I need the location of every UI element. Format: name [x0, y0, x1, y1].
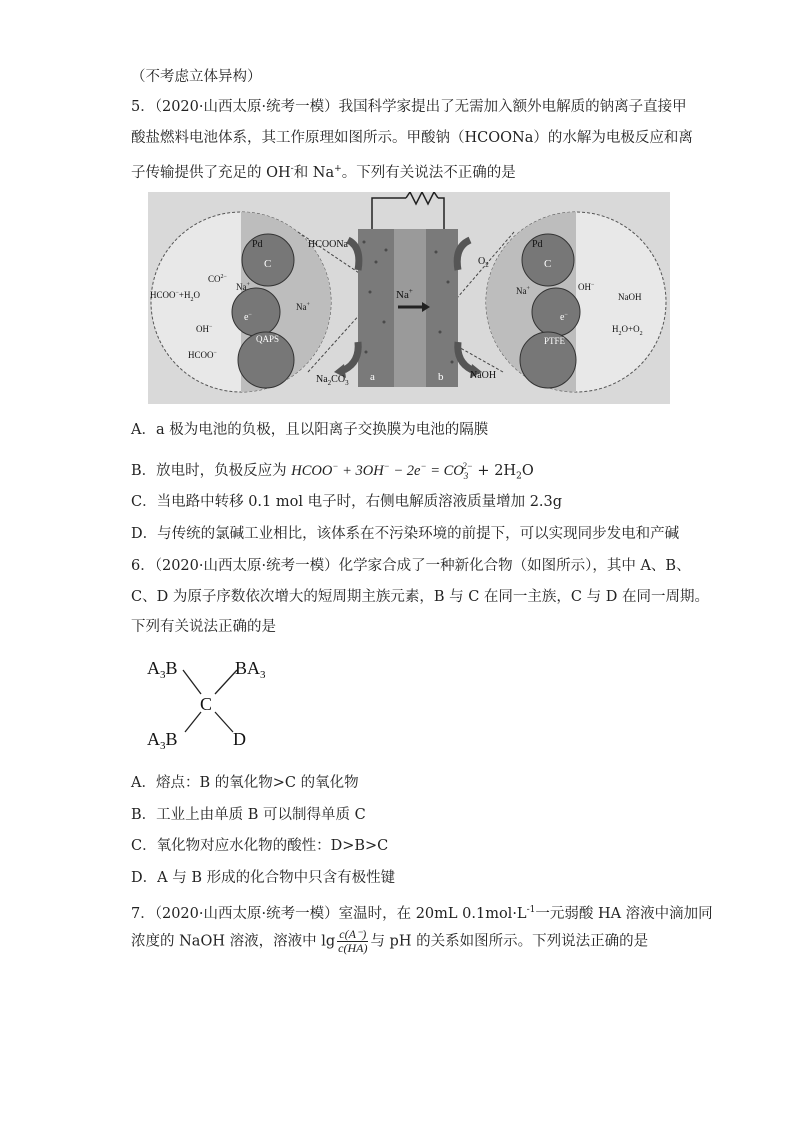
struct-top-left: $A_3B$ — [147, 658, 178, 681]
svg-text:HCOO−+H2O: $HCOO^-+H_2O$ — [150, 290, 200, 303]
svg-text:CO2−: $CO^{2-}$ — [208, 274, 227, 284]
q5-stem-line3: 子传输提供了充足的 OH-和 Na+。下列有关说法不正确的是 — [131, 164, 516, 181]
q5-stem-line1: 5．（2020·山西太原·统考一模）我国科学家提出了无需加入额外电解质的钠离子直接甲 — [131, 99, 687, 115]
svg-text:PTFE: PTFE — [544, 336, 566, 346]
q7-stem-line2: 浓度的 NaOH 溶液，溶液中 lg $\frac{c(A^-)}{c(HA)}$ 与 pH 的关系如图所示。下列说法正确的是 — [131, 927, 649, 955]
svg-text:QAPS: QAPS — [256, 334, 280, 344]
q5-option-c[interactable]: C．当电路中转移 0.1 mol 电子时，右侧电解质溶液质量增加 2.3g — [131, 494, 563, 510]
struct-bottom-right: D — [233, 729, 246, 749]
q6-stem-line2: C、D 为原子序数依次增大的短周期主族元素，B 与 C 在同一主族，C 与 D 在同一周期。 — [131, 589, 709, 605]
hcoona-label: HCOONa — [308, 239, 348, 250]
o2-label: $O_2$ — [478, 256, 489, 269]
svg-text:C: C — [264, 258, 272, 270]
q6-option-d[interactable]: D．A 与 B 形成的化合物中只含有极性键 — [131, 870, 396, 886]
q6-option-c[interactable]: C．氧化物对应水化物的酸性：D>B>C — [131, 838, 389, 854]
fuel-cell-diagram — [148, 192, 670, 404]
struct-center: C — [200, 694, 213, 714]
q6-stem-line3: 下列有关说法正确的是 — [131, 619, 276, 635]
naoh-right-label: NaOH — [470, 370, 497, 381]
compound-structure — [145, 652, 280, 752]
q6-stem-line1: 6．（2020·山西太原·统考一模）化学家合成了一种新化合物（如图所示），其中 A、B、 — [131, 558, 691, 574]
q5-option-d[interactable]: D．与传统的氯碱工业相比，该体系在不污染环境的前提下，可以实现同步发电和产碱 — [131, 526, 680, 542]
center-na-label: Na+ — [396, 287, 413, 301]
electrode-b — [426, 229, 458, 387]
svg-text:H2O+O2: $H_2O+O_2$ — [612, 324, 643, 337]
svg-text:OH−: OH− — [196, 324, 213, 334]
svg-text:HCOO−: HCOO− — [188, 350, 217, 360]
svg-text:e−: e− — [244, 312, 252, 323]
q6-option-a[interactable]: A．熔点：B 的氧化物>C 的氧化物 — [131, 775, 359, 791]
svg-text:Na+: Na+ — [296, 302, 310, 312]
svg-text:Na+: Na+ — [236, 282, 250, 292]
struct-top-right: $BA_3$ — [235, 658, 266, 681]
q5-option-b[interactable]: B．放电时，负极反应为 HCOO− + $3OH^- - 2e^- = CO_3^{2-} + 2H_2O$ — [131, 461, 534, 482]
q7-stem-line1: 7．（2020·山西太原·统考一模）室温时，在 20mL $0.1mol\cdot L^{-1}$一元弱酸 HA 溶液中滴加同 — [131, 905, 713, 922]
svg-text:NaOH: NaOH — [618, 292, 642, 302]
q6-option-b[interactable]: B．工业上由单质 B 可以制得单质 C — [131, 807, 366, 823]
svg-text:Pd: Pd — [252, 239, 263, 250]
svg-text:OH−: OH− — [578, 282, 595, 292]
svg-text:e−: e− — [560, 312, 568, 323]
svg-text:Pd: Pd — [532, 239, 543, 250]
electrode-a — [358, 229, 394, 387]
struct-bottom-left: $A_3B$ — [147, 729, 178, 752]
q5-option-a[interactable]: A．a 极为电池的负极，且以阳离子交换膜为电池的隔膜 — [131, 422, 489, 438]
svg-text:C: C — [544, 258, 552, 270]
na2co3-label: $Na_2CO_3$ — [316, 374, 349, 387]
q5-stem-line2: 酸盐燃料电池体系，其工作原理如图所示。甲酸钠（HCOONa）的水解为电极反应和离 — [131, 130, 693, 146]
header-note: （不考虑立体异构） — [131, 69, 262, 85]
electrode-a-label: a — [370, 371, 375, 383]
svg-text:Na+: Na+ — [516, 286, 530, 296]
log-ratio-fraction: $\frac{c(A^-)}{c(HA)}$ — [338, 927, 368, 955]
electrode-b-label: b — [438, 371, 444, 383]
